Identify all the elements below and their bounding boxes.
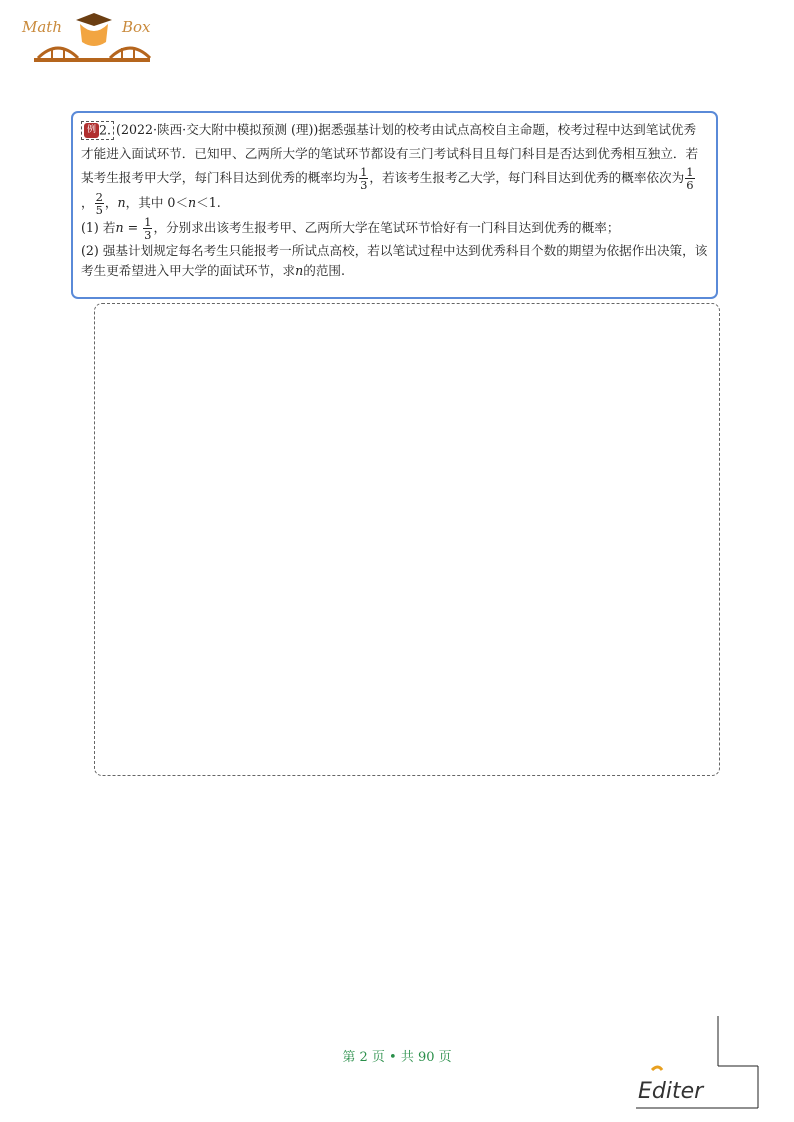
duck-icon — [652, 1067, 662, 1070]
problem-number: 2. — [99, 122, 112, 138]
graduation-cap-icon — [76, 13, 112, 26]
question-2: (2) 强基计划规定每名考生只能报考一所试点高校，若以笔试过程中达到优秀科目个数的期望为依据作出决策，该考生更希望进入甲大学的面试环节，求n的范围. — [81, 243, 708, 278]
question-1: (1) 若n = $\frac{1}{3}$ ，分别求出该考生报考甲、乙两所大学在笔试环节恰好有一门科目达到优秀的概率； — [81, 215, 620, 242]
owl-body-icon — [80, 24, 108, 46]
fraction-a: $\frac{1}{3}$ — [360, 165, 368, 192]
problem-intro: 例 2. (2022·陕西·交大附中模拟预测 (理))据悉强基计划的校考由试点高校自主命题，校考过程中达到笔试优秀才能进入面试环节．已知甲、乙两所大学的笔试环节都设有三门考试科目且每门科目是否达到优秀相互独立．若某考生报考甲大学，每门科目达到优秀的概率均为 $\frac{1}{3}$ ，若该考生报考乙大学，每门科目达到优秀的概率依次为 $\frac{1}{6}$ ， $\frac{2}{5}$ ，n，其中 0＜n＜1. — [81, 122, 699, 217]
answer-area — [94, 303, 720, 776]
editer-text: Editer — [638, 1079, 704, 1104]
fraction-b: $\frac{1}{6}$ — [686, 165, 694, 192]
problem-tag — [81, 121, 114, 140]
page-footer: 第 2 页 • 共 90 页 — [342, 1050, 452, 1065]
math-box-logo — [18, 8, 166, 66]
example-icon: 例 — [84, 123, 99, 138]
problem-text-2: ，若该考生报考乙大学，每门科目达到优秀的概率依次为 — [369, 170, 685, 185]
problem-box — [71, 111, 718, 299]
var-n: n — [117, 195, 126, 210]
fraction-c: $\frac{2}{5}$ — [95, 190, 103, 217]
fraction-q1: $\frac{1}{3}$ — [144, 215, 152, 242]
problem-text-1: 据悉强基计划的校考由试点高校自主命题，校考过程中达到笔试优秀才能进入面试环节．已知甲、乙两所大学的笔试环节都设有三门考试科目且每门科目是否达到优秀相互独立．若某考生报考甲大学，每门科目达到优秀的概率均为 — [81, 122, 699, 185]
logo-text-left: Math — [22, 18, 62, 36]
editer-corner-logo — [630, 1012, 770, 1112]
problem-source: (2022·陕西·交大附中模拟预测 (理)) — [116, 122, 319, 137]
logo-text-right: Box — [122, 18, 151, 36]
